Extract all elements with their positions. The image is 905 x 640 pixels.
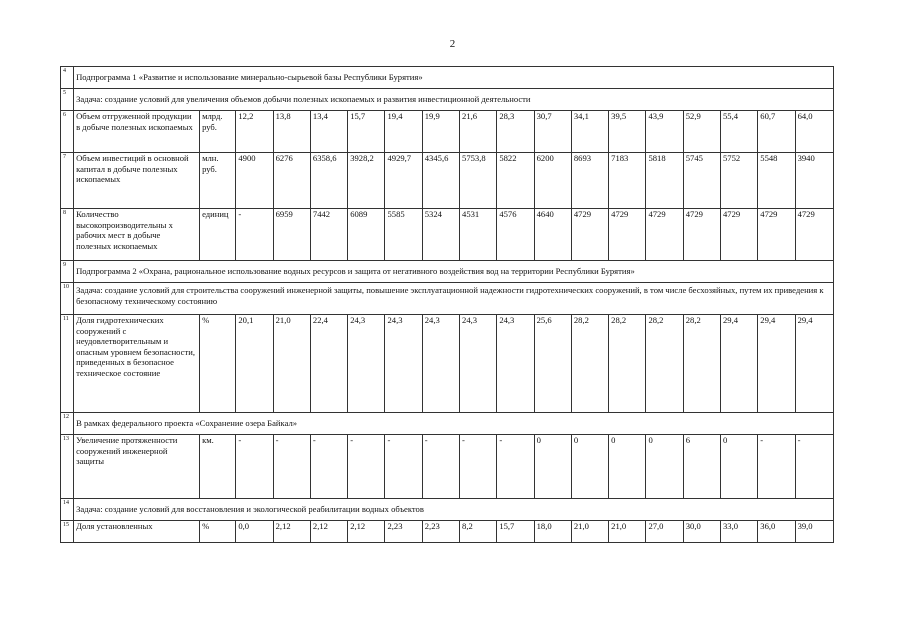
- value-cell: 4929,7: [385, 153, 422, 209]
- value-cell: -: [310, 435, 347, 499]
- indicator-unit: млн. руб.: [200, 153, 236, 209]
- value-cell: 0: [534, 435, 571, 499]
- value-cell: 0,0: [236, 521, 273, 543]
- table-row: [61, 435, 834, 499]
- value-cell: -: [460, 435, 497, 499]
- section-row: [61, 89, 834, 111]
- value-cell: 21,0: [609, 521, 646, 543]
- value-cell: 13,8: [273, 111, 310, 153]
- value-cell: 2,12: [348, 521, 385, 543]
- value-cell: 5548: [758, 153, 795, 209]
- indicator-unit: единиц: [200, 209, 236, 261]
- indicator-unit: км.: [200, 435, 236, 499]
- section-title: Подпрограмма 2 «Охрана, рациональное использование водных ресурсов и защита от негативного воздействия вод на территории Республики Бурятия»: [74, 261, 834, 283]
- value-cell: 24,3: [422, 315, 459, 413]
- value-cell: 4729: [646, 209, 683, 261]
- row-number: 9: [61, 261, 74, 283]
- value-cell: 6959: [273, 209, 310, 261]
- value-cell: 2,12: [310, 521, 347, 543]
- value-cell: 24,3: [497, 315, 534, 413]
- value-cell: 15,7: [497, 521, 534, 543]
- value-cell: 5818: [646, 153, 683, 209]
- value-cell: 28,2: [646, 315, 683, 413]
- indicator-name: Количество высокопроизводительны х рабочих мест в добыче полезных ископаемых: [74, 209, 200, 261]
- value-cell: 13,4: [310, 111, 347, 153]
- value-cell: 5753,8: [460, 153, 497, 209]
- value-cell: 20,1: [236, 315, 273, 413]
- value-cell: 5324: [422, 209, 459, 261]
- section-title: Подпрограмма 1 «Развитие и использование минерально-сырьевой базы Республики Бурятия»: [74, 67, 834, 89]
- value-cell: 29,4: [721, 315, 758, 413]
- row-number: 5: [61, 89, 74, 111]
- value-cell: 4729: [609, 209, 646, 261]
- value-cell: 36,0: [758, 521, 795, 543]
- value-cell: 28,2: [609, 315, 646, 413]
- value-cell: 25,6: [534, 315, 571, 413]
- value-cell: 4729: [795, 209, 833, 261]
- value-cell: 12,2: [236, 111, 273, 153]
- value-cell: 5752: [721, 153, 758, 209]
- table-row: [61, 521, 834, 543]
- value-cell: 8,2: [460, 521, 497, 543]
- section-row: [61, 413, 834, 435]
- value-cell: 4345,6: [422, 153, 459, 209]
- value-cell: 19,9: [422, 111, 459, 153]
- value-cell: 4576: [497, 209, 534, 261]
- section-title: В рамках федерального проекта «Сохранение озера Байкал»: [74, 413, 834, 435]
- value-cell: 24,3: [385, 315, 422, 413]
- row-number: 4: [61, 67, 74, 89]
- value-cell: 55,4: [721, 111, 758, 153]
- value-cell: -: [758, 435, 795, 499]
- value-cell: 34,1: [571, 111, 608, 153]
- table-row: [61, 209, 834, 261]
- value-cell: 4729: [721, 209, 758, 261]
- section-row: [61, 499, 834, 521]
- row-number: 14: [61, 499, 74, 521]
- indicator-name: Объем отгруженной продукции в добыче полезных ископаемых: [74, 111, 200, 153]
- value-cell: 4729: [571, 209, 608, 261]
- value-cell: 22,4: [310, 315, 347, 413]
- value-cell: 0: [571, 435, 608, 499]
- value-cell: 43,9: [646, 111, 683, 153]
- section-row: [61, 283, 834, 315]
- section-row: [61, 67, 834, 89]
- value-cell: -: [795, 435, 833, 499]
- value-cell: -: [348, 435, 385, 499]
- value-cell: 5822: [497, 153, 534, 209]
- value-cell: 30,0: [683, 521, 720, 543]
- value-cell: -: [236, 209, 273, 261]
- value-cell: 7442: [310, 209, 347, 261]
- row-number: 10: [61, 283, 74, 315]
- value-cell: 21,6: [460, 111, 497, 153]
- value-cell: 64,0: [795, 111, 833, 153]
- value-cell: 39,5: [609, 111, 646, 153]
- table-row: [61, 111, 834, 153]
- value-cell: 15,7: [348, 111, 385, 153]
- indicators-table: [60, 66, 834, 543]
- value-cell: 4900: [236, 153, 273, 209]
- value-cell: 52,9: [683, 111, 720, 153]
- value-cell: 21,0: [571, 521, 608, 543]
- value-cell: 8693: [571, 153, 608, 209]
- indicator-unit: %: [200, 315, 236, 413]
- value-cell: 24,3: [348, 315, 385, 413]
- value-cell: 0: [609, 435, 646, 499]
- row-number: 11: [61, 315, 74, 413]
- value-cell: -: [385, 435, 422, 499]
- page-number: 2: [449, 38, 456, 50]
- value-cell: 28,2: [571, 315, 608, 413]
- value-cell: 6200: [534, 153, 571, 209]
- value-cell: 2,12: [273, 521, 310, 543]
- value-cell: 0: [646, 435, 683, 499]
- value-cell: 24,3: [460, 315, 497, 413]
- table-body: [61, 67, 834, 543]
- value-cell: 33,0: [721, 521, 758, 543]
- value-cell: -: [273, 435, 310, 499]
- section-row: [61, 261, 834, 283]
- value-cell: -: [497, 435, 534, 499]
- value-cell: 4729: [758, 209, 795, 261]
- value-cell: 7183: [609, 153, 646, 209]
- value-cell: 0: [721, 435, 758, 499]
- row-number: 8: [61, 209, 74, 261]
- value-cell: 4729: [683, 209, 720, 261]
- indicator-name: Объем инвестиций в основной капитал в добыче полезных ископаемых: [74, 153, 200, 209]
- row-number: 13: [61, 435, 74, 499]
- section-title: Задача: создание условий для строительства сооружений инженерной защиты, повышение эксплуатационной надежности гидротехнических сооружений, в том числе бесхозяйных, путем их приведения к безопасному техническому состоянию: [74, 283, 834, 315]
- row-number: 7: [61, 153, 74, 209]
- value-cell: 3928,2: [348, 153, 385, 209]
- value-cell: 4640: [534, 209, 571, 261]
- value-cell: 6276: [273, 153, 310, 209]
- value-cell: 6358,6: [310, 153, 347, 209]
- value-cell: 3940: [795, 153, 833, 209]
- value-cell: 2,23: [422, 521, 459, 543]
- value-cell: 28,2: [683, 315, 720, 413]
- value-cell: 18,0: [534, 521, 571, 543]
- indicator-name: Увеличение протяженности сооружений инженерной защиты: [74, 435, 200, 499]
- value-cell: 30,7: [534, 111, 571, 153]
- value-cell: 19,4: [385, 111, 422, 153]
- value-cell: -: [236, 435, 273, 499]
- value-cell: 21,0: [273, 315, 310, 413]
- value-cell: 28,3: [497, 111, 534, 153]
- row-number: 6: [61, 111, 74, 153]
- indicator-name: Доля гидротехнических сооружений с неудовлетворительным и опасным уровнем безопасности, приведенных в безопасное техническое состояние: [74, 315, 200, 413]
- row-number: 15: [61, 521, 74, 543]
- table-row: [61, 315, 834, 413]
- value-cell: 29,4: [795, 315, 833, 413]
- table-row: [61, 153, 834, 209]
- indicator-unit: млрд. руб.: [200, 111, 236, 153]
- value-cell: 5745: [683, 153, 720, 209]
- value-cell: -: [422, 435, 459, 499]
- section-title: Задача: создание условий для восстановления и экологической реабилитации водных объектов: [74, 499, 834, 521]
- value-cell: 2,23: [385, 521, 422, 543]
- value-cell: 6: [683, 435, 720, 499]
- indicator-unit: %: [200, 521, 236, 543]
- value-cell: 60,7: [758, 111, 795, 153]
- indicator-name: Доля установленных: [74, 521, 200, 543]
- value-cell: 4531: [460, 209, 497, 261]
- section-title: Задача: создание условий для увеличения объемов добычи полезных ископаемых и развития инвестиционной деятельности: [74, 89, 834, 111]
- row-number: 12: [61, 413, 74, 435]
- value-cell: 29,4: [758, 315, 795, 413]
- value-cell: 5585: [385, 209, 422, 261]
- value-cell: 39,0: [795, 521, 833, 543]
- value-cell: 6089: [348, 209, 385, 261]
- value-cell: 27,0: [646, 521, 683, 543]
